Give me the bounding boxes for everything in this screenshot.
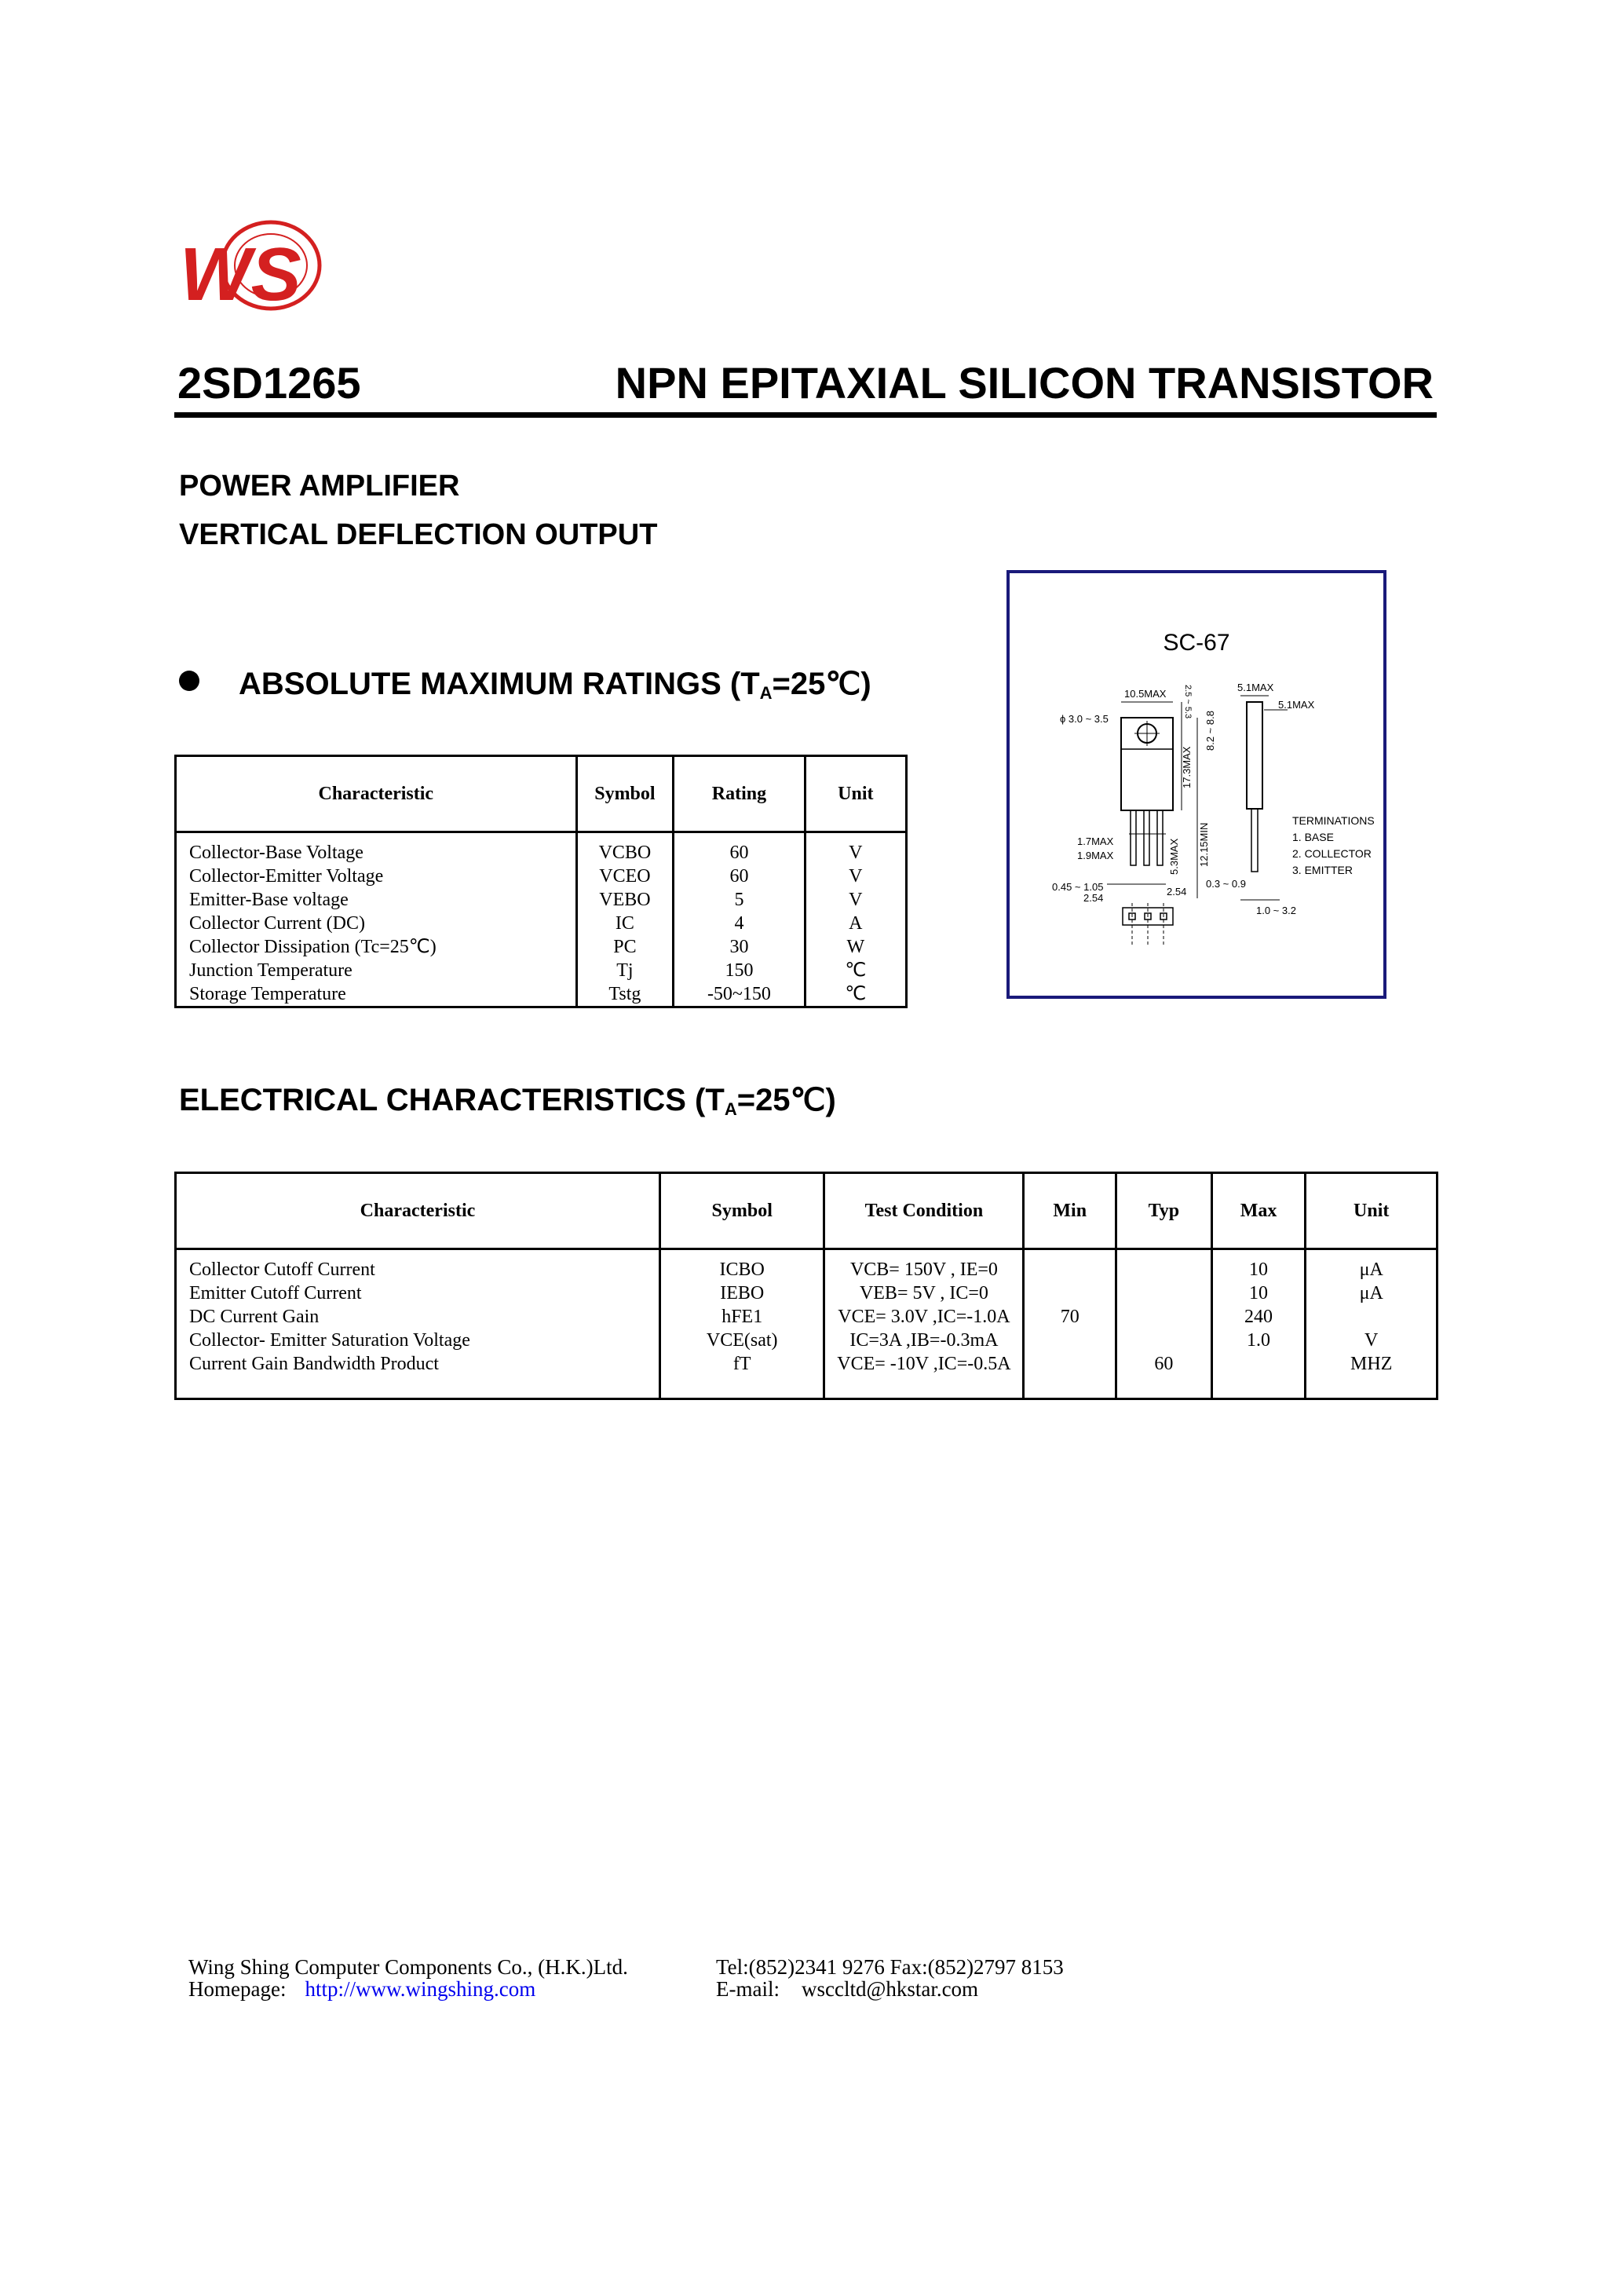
rating-cell: 30 xyxy=(674,935,805,959)
application-line: POWER AMPLIFIER xyxy=(179,470,460,503)
characteristic-cell: Collector Dissipation (Tc=25℃) xyxy=(176,935,577,959)
min-cell xyxy=(1024,1249,1116,1282)
unit-cell: V xyxy=(1306,1329,1438,1352)
characteristic-cell: Current Gain Bandwidth Product xyxy=(176,1352,660,1399)
characteristic-cell: Emitter-Base voltage xyxy=(176,888,577,912)
svg-text:1.0 ~ 3.2: 1.0 ~ 3.2 xyxy=(1256,905,1296,916)
homepage-label: Homepage: xyxy=(188,1977,287,2001)
symbol-cell: PC xyxy=(576,935,674,959)
unit-cell: V xyxy=(805,832,906,865)
application-line: VERTICAL DEFLECTION OUTPUT xyxy=(179,518,658,551)
email-address: wsccltd@hkstar.com xyxy=(801,1977,979,2001)
condition-cell: VCE= 3.0V ,IC=-1.0A xyxy=(824,1305,1024,1329)
homepage-link[interactable]: http://www.wingshing.com xyxy=(305,1977,536,2001)
characteristic-cell: Collector Current (DC) xyxy=(176,912,577,935)
max-cell: 1.0 xyxy=(1211,1329,1306,1352)
unit-cell: MHZ xyxy=(1306,1352,1438,1399)
symbol-cell: IEBO xyxy=(659,1281,824,1305)
condition-cell: VEB= 5V , IC=0 xyxy=(824,1281,1024,1305)
min-cell xyxy=(1024,1329,1116,1352)
col-header: Min xyxy=(1024,1173,1116,1249)
footer-company: Wing Shing Computer Components Co., (H.K.)Ltd. xyxy=(188,1955,628,1979)
symbol-cell: VCEO xyxy=(576,865,674,888)
symbol-cell: VEBO xyxy=(576,888,674,912)
typ-cell xyxy=(1116,1329,1212,1352)
header-rule xyxy=(174,412,1437,418)
svg-text:0.3 ~ 0.9: 0.3 ~ 0.9 xyxy=(1206,878,1246,890)
table-row xyxy=(176,865,907,888)
svg-text:1. BASE: 1. BASE xyxy=(1292,831,1334,843)
typ-cell xyxy=(1116,1281,1212,1305)
characteristic-cell: Collector-Base Voltage xyxy=(176,832,577,865)
rating-cell: 5 xyxy=(674,888,805,912)
table-row xyxy=(176,1352,1438,1399)
svg-text:TERMINATIONS: TERMINATIONS xyxy=(1292,814,1375,827)
table-row xyxy=(176,1249,1438,1282)
table-row xyxy=(176,1281,1438,1305)
svg-text:3. EMITTER: 3. EMITTER xyxy=(1292,864,1353,876)
svg-text:2. COLLECTOR: 2. COLLECTOR xyxy=(1292,847,1372,860)
typ-cell xyxy=(1116,1249,1212,1282)
footer-tel-fax: Tel:(852)2341 9276 Fax:(852)2797 8153 xyxy=(716,1955,1064,1979)
col-header: Rating xyxy=(674,756,805,832)
max-cell: 10 xyxy=(1211,1281,1306,1305)
electrical-characteristics-table xyxy=(174,1172,1438,1400)
svg-text:2.5 ~ 5.3: 2.5 ~ 5.3 xyxy=(1183,685,1193,719)
svg-text:10.5MAX: 10.5MAX xyxy=(1124,688,1167,700)
min-cell: 70 xyxy=(1024,1305,1116,1329)
email-label: E-mail: xyxy=(716,1977,780,2001)
footer-homepage xyxy=(188,1977,535,2002)
rating-cell: 60 xyxy=(674,832,805,865)
table-row xyxy=(176,1329,1438,1352)
table-row xyxy=(176,959,907,982)
characteristic-cell: Collector- Emitter Saturation Voltage xyxy=(176,1329,660,1352)
characteristic-cell: Storage Temperature xyxy=(176,982,577,1007)
table-row xyxy=(176,1305,1438,1329)
unit-cell: W xyxy=(805,935,906,959)
package-name: SC-67 xyxy=(1163,630,1230,656)
symbol-cell: Tstg xyxy=(576,982,674,1007)
col-header: Characteristic xyxy=(176,756,577,832)
max-cell: 240 xyxy=(1211,1305,1306,1329)
unit-cell xyxy=(1306,1305,1438,1329)
col-header: Unit xyxy=(1306,1173,1438,1249)
symbol-cell: Tj xyxy=(576,959,674,982)
col-header: Symbol xyxy=(659,1173,824,1249)
bullet-icon xyxy=(179,671,199,691)
col-header: Typ xyxy=(1116,1173,1212,1249)
symbol-cell: hFE1 xyxy=(659,1305,824,1329)
rating-cell: 4 xyxy=(674,912,805,935)
package-outline-box xyxy=(1006,570,1386,999)
rating-cell: 60 xyxy=(674,865,805,888)
condition-cell: IC=3A ,IB=-0.3mA xyxy=(824,1329,1024,1352)
unit-cell: ℃ xyxy=(805,982,906,1007)
company-logo xyxy=(177,212,326,322)
characteristic-cell: DC Current Gain xyxy=(176,1305,660,1329)
typ-cell: 60 xyxy=(1116,1352,1212,1399)
table-row xyxy=(176,935,907,959)
rating-cell: 150 xyxy=(674,959,805,982)
unit-cell: ℃ xyxy=(805,959,906,982)
svg-text:17.3MAX: 17.3MAX xyxy=(1181,746,1193,788)
svg-text:5.3MAX: 5.3MAX xyxy=(1168,838,1180,875)
ec-heading: ELECTRICAL CHARACTERISTICS $(T_A=25℃)$ xyxy=(179,1083,836,1119)
max-cell xyxy=(1211,1352,1306,1399)
col-header: Max xyxy=(1211,1173,1306,1249)
table-row xyxy=(176,832,907,865)
condition-cell: VCB= 150V , IE=0 xyxy=(824,1249,1024,1282)
table-row xyxy=(176,982,907,1007)
svg-text:1.7MAX: 1.7MAX xyxy=(1077,835,1114,847)
unit-cell: V xyxy=(805,888,906,912)
unit-cell: A xyxy=(805,912,906,935)
col-header: Symbol xyxy=(576,756,674,832)
svg-text:12.15MIN: 12.15MIN xyxy=(1198,822,1210,867)
symbol-cell: ICBO xyxy=(659,1249,824,1282)
svg-text:5.1MAX: 5.1MAX xyxy=(1237,682,1274,693)
condition-cell: VCE= -10V ,IC=-0.5A xyxy=(824,1352,1024,1399)
typ-cell xyxy=(1116,1305,1212,1329)
svg-text:5.1MAX: 5.1MAX xyxy=(1278,699,1315,711)
rating-cell: -50~150 xyxy=(674,982,805,1007)
svg-text:1.9MAX: 1.9MAX xyxy=(1077,850,1114,861)
svg-text:2.54: 2.54 xyxy=(1167,886,1187,898)
symbol-cell: VCE(sat) xyxy=(659,1329,824,1352)
unit-cell: μA xyxy=(1306,1281,1438,1305)
min-cell xyxy=(1024,1352,1116,1399)
part-number: 2SD1265 xyxy=(177,358,361,408)
svg-text:0.45 ~ 1.05: 0.45 ~ 1.05 xyxy=(1052,881,1104,893)
col-header: Unit xyxy=(805,756,906,832)
unit-cell: μA xyxy=(1306,1249,1438,1282)
symbol-cell: fT xyxy=(659,1352,824,1399)
unit-cell: V xyxy=(805,865,906,888)
device-title: NPN EPITAXIAL SILICON TRANSISTOR xyxy=(615,358,1434,408)
table-row xyxy=(176,888,907,912)
characteristic-cell: Junction Temperature xyxy=(176,959,577,982)
symbol-cell: VCBO xyxy=(576,832,674,865)
table-row xyxy=(176,912,907,935)
characteristic-cell: Collector Cutoff Current xyxy=(176,1249,660,1282)
max-cell: 10 xyxy=(1211,1249,1306,1282)
characteristic-cell: Emitter Cutoff Current xyxy=(176,1281,660,1305)
min-cell xyxy=(1024,1281,1116,1305)
col-header: Test Condition xyxy=(824,1173,1024,1249)
package-drawing xyxy=(1028,671,1375,953)
logo-letters: WS xyxy=(180,232,301,316)
symbol-cell: IC xyxy=(576,912,674,935)
svg-text:8.2 ~ 8.8: 8.2 ~ 8.8 xyxy=(1204,711,1216,751)
amr-heading: ABSOLUTE MAXIMUM RATINGS $(T_A=25℃)$ xyxy=(179,666,871,704)
absolute-max-ratings-table xyxy=(174,755,908,1008)
footer-email xyxy=(716,1977,978,2002)
svg-text:ϕ 3.0 ~ 3.5: ϕ 3.0 ~ 3.5 xyxy=(1060,713,1109,725)
svg-text:2.54: 2.54 xyxy=(1083,892,1104,904)
col-header: Characteristic xyxy=(176,1173,660,1249)
characteristic-cell: Collector-Emitter Voltage xyxy=(176,865,577,888)
